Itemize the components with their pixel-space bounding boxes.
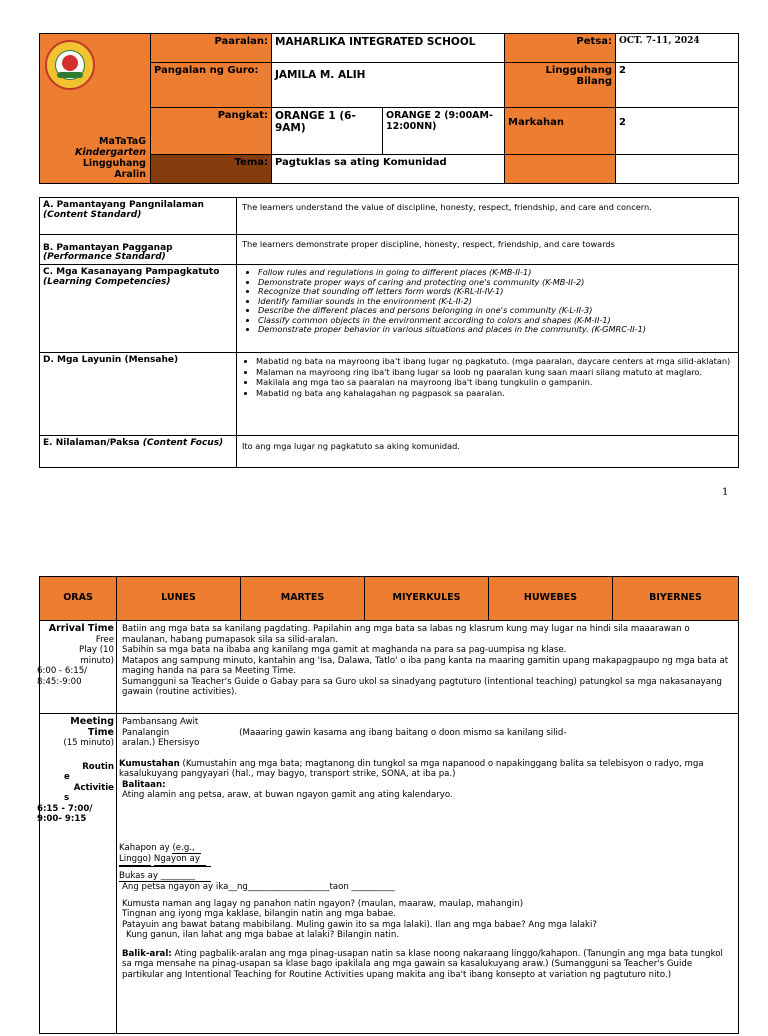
kahapon-b: (e.g., [172, 843, 200, 855]
list-item: • Recognize that sounding off letters form words (K-RL-II-IV-1) [258, 287, 733, 297]
quarter-label: Markahan [505, 107, 616, 155]
col-header-biyernes: BIYERNES [613, 577, 739, 621]
arrival-sub3: minuto) [80, 655, 114, 666]
program-doc: Aralin [114, 169, 146, 180]
theme-label: Tema: [234, 157, 268, 169]
section-label: Pangkat: [151, 107, 272, 155]
standards-table [39, 197, 738, 468]
teacher-label: Pangalan ng Guro: [151, 62, 272, 107]
date-label: Petsa: [505, 34, 616, 63]
meeting-line3: aralan.) Ehersisyo [122, 738, 200, 748]
kumustahan-text: (Kumustahin ang mga bata; magtanong din tungkol sa mga napanood o napakinggang balita sa telebisyon o radyo, mga kasalukuyang pangyayari (hal., may bagyo, transport strike, SONA, at iba pa.) [119, 758, 704, 779]
school-label: Paaralan: [151, 34, 272, 63]
meeting-title2: Time [87, 726, 114, 738]
kahapon-c: Linggo) [119, 854, 152, 864]
competency-list [242, 268, 733, 335]
program-level: Kindergarten [75, 147, 146, 158]
meeting-content [117, 714, 739, 1034]
std-c-sub: (Learning Competencies) [43, 277, 171, 287]
blank-cell [505, 155, 616, 184]
lesson-header [39, 33, 738, 184]
std-a-label-cell [40, 198, 237, 235]
std-c-list-cell [237, 265, 739, 353]
ngayon: Ngayon ay [154, 854, 206, 866]
program-name: MaTaTaG [99, 136, 146, 147]
list-item: • Identify familiar sounds in the environment (K-L-II-2) [258, 297, 733, 307]
routine-4: s [64, 793, 70, 803]
page-number: 1 [722, 487, 729, 498]
arrival-time1: 6:00 - 6:15/ [37, 666, 88, 676]
meeting-line1: Pambansang Awit [122, 717, 199, 727]
section-value-2: ORANGE 2 (9:00AM- 12:00NN) [383, 107, 505, 155]
std-d-list-cell [237, 353, 739, 436]
arrival-time2: 8:45:-9:00 [37, 676, 82, 687]
petsa: Ang petsa ngayon ay ika__ng___________________taon __________ [122, 882, 395, 892]
std-a-sub: (Content Standard) [43, 210, 142, 220]
teacher-value: JAMILA M. ALIH [272, 62, 505, 107]
meeting-duration: (15 minuto) [63, 738, 114, 748]
theme-value: Pagtuklas sa ating Komunidad [272, 155, 505, 184]
balik-aral-text: Ating pagbalik-aralan ang mga pinag-usapan natin sa klase noong nakaraang linggo/kahapon. (Tanungin ang mga bata tungkol sa mga mensahe na pinag-usapan sa klase bago ipakilala ang mga gawain sa kasalukuyang araw.) (Sumangguni sa Teacher's Guide partikular ang Intentional Teaching for Routine Activities upang makita ang iba't ibang konsepto at variation ng pagtuturo nito.) [122, 948, 723, 980]
theme-label-cell [151, 155, 272, 184]
balik-aral-label: Balik-aral: [122, 948, 172, 959]
school-value: MAHARLIKA INTEGRATED SCHOOL [272, 34, 505, 63]
std-b-text: The learners demonstrate proper discipline, honesty, respect, friendship, and care towards [237, 235, 739, 265]
kumusta-line4: Kung ganun, ilan lahat ang mga babae at lalaki? Bilangin natin. [126, 930, 400, 940]
arrival-sub1: Free [95, 634, 114, 645]
kumusta-line1: Kumusta naman ang lagay ng panahon natin ngayon? (maulan, maaraw, maulap, mahangin) [122, 898, 524, 909]
arrival-line: Batiin ang mga bata sa kanilang pagdating. Papilahin ang mga bata sa labas ng klasrum kung may lugar na hindi sila maaarawan o maulanan, habang pumapasok sila sa silid-aralan. [122, 624, 690, 645]
std-a-text: The learners understand the value of discipline, honesty, respect, friendship, and care and concern. [237, 198, 739, 235]
bukas: Bukas ay ________ [119, 870, 196, 881]
col-header-lunes: LUNES [117, 577, 241, 621]
list-item: • Mabatid ng bata ang kahalagahan ng pagpasok sa paaralan. [256, 388, 733, 399]
std-e-sub: (Content Focus) [142, 438, 224, 448]
arrival-line: Matapos ang sampung minuto, kantahin ang 'Isa, Dalawa, Tatlo' o iba pang kanta na maaring gamitin upang makapagpaupo ng mga bata at maging handa na para sa Meeting Time. [122, 655, 729, 676]
meeting-time2: 9:00- 9:15 [37, 814, 87, 824]
arrival-content [117, 621, 739, 714]
objectives-list [242, 356, 733, 398]
section-value-1: ORANGE 1 (6-9AM) [272, 107, 383, 155]
routine-1: Routin [82, 761, 114, 772]
std-b-label: B. Pamantayan Pagganap [43, 243, 173, 253]
kumusta-line2: Tingnan ang iyong mga kaklase, bilangin natin ang mga babae. [122, 909, 397, 919]
blank-cell-2 [616, 155, 739, 184]
routine-2: e [64, 772, 70, 782]
list-item: • Classify common objects in the environment according to colors and shapes (K-M-II-1) [258, 316, 733, 326]
meeting-title1: Meeting [70, 716, 114, 727]
meeting-line2b: (Maaaring gawin kasama ang ibang baitang o doon mismo sa kanilang silid- [239, 727, 567, 738]
std-c-label-cell [40, 265, 237, 353]
meeting-time-cell [37, 714, 117, 1034]
logo-cell [40, 34, 151, 184]
col-header-oras: ORAS [40, 577, 117, 621]
std-e-text: Ito ang mga lugar ng pagkatuto sa aking komunidad. [237, 436, 739, 468]
meeting-line2a: Panalangin [122, 727, 170, 738]
list-item: • Malaman na mayroong ring iba't ibang lugar sa loob ng paaralan kung saan maari silang matuto at maglaro. [256, 367, 733, 378]
col-header-martes: MARTES [241, 577, 365, 621]
std-e-label: E. Nilalaman/Paksa [43, 438, 140, 448]
arrival-line: Sabihin sa mga bata na ibaba ang kanilang mga gamit at maghanda na para sa pag-uumpisa ng klase. [122, 645, 567, 655]
meeting-time1: 6:15 - 7:00/ [37, 803, 93, 814]
kumustahan-label: Kumustahan [119, 758, 180, 769]
col-header-huwebes: HUWEBES [489, 577, 613, 621]
arrival-line: Sumangguni sa Teacher's Guide o Gabay para sa Guro ukol sa sinadyang pagtuturo (intentional teaching) patungkol sa mga nakasanayang gawain (routine activities). [122, 676, 722, 697]
std-c-label: C. Mga Kasanayang Pampagkatuto [43, 267, 220, 277]
list-item: • Mabatid ng bata na mayroong iba't ibang lugar ng pagkatuto. (mga paaralan, daycare centers at mga silid-aklatan) [256, 356, 733, 367]
balitaan-text: Ating alamin ang petsa, araw, at buwan ngayon gamit ang ating kalendaryo. [122, 790, 453, 800]
list-item: • Makilala ang mga tao sa paaralan na mayroong iba't ibang tungkulin o gampanin. [256, 377, 733, 388]
kahapon-a: Kahapon ay [119, 842, 170, 853]
list-item: • Follow rules and regulations in going to different places (K-MB-II-1) [258, 268, 733, 278]
list-item: • Demonstrate proper ways of caring and protecting one's community (K-MB-II-2) [258, 278, 733, 288]
std-a-label: A. Pamantayang Pangnilalaman [43, 200, 204, 210]
week-label: Lingguhang Bilang [505, 62, 616, 107]
col-header-miyerkules: MIYERKULES [365, 577, 489, 621]
arrival-title: Arrival Time [48, 623, 114, 634]
schedule-table [39, 576, 738, 1036]
week-value: 2 [616, 62, 739, 107]
kumusta-line3: Patayuin ang bawat batang mabibilang. Muling gawin ito sa mga lalaki). Ilan ang mga babae? Ang mga lalaki? [122, 919, 597, 930]
std-b-label-cell [40, 235, 237, 265]
quarter-value: 2 [616, 107, 739, 155]
std-d-label: D. Mga Layunin (Mensahe) [40, 353, 237, 436]
list-item: • Demonstrate proper behavior in various situations and places in the community. (K-GMRC-II-1) [258, 325, 733, 335]
std-e-label-cell [40, 436, 237, 468]
list-item: • Describe the different places and persons belonging in one's community (K-L-II-3) [258, 306, 733, 316]
arrival-sub2: Play (10 [79, 645, 114, 655]
program-type: Lingguhang [82, 158, 146, 169]
arrival-time-cell [37, 621, 117, 714]
routine-3: Activitie [73, 782, 114, 793]
balitaan-label: Balitaan: [122, 779, 166, 790]
date-value: OCT. 7-11, 2024 [616, 34, 739, 63]
std-b-sub: (Performance Standard) [43, 252, 166, 262]
school-logo [45, 40, 95, 90]
